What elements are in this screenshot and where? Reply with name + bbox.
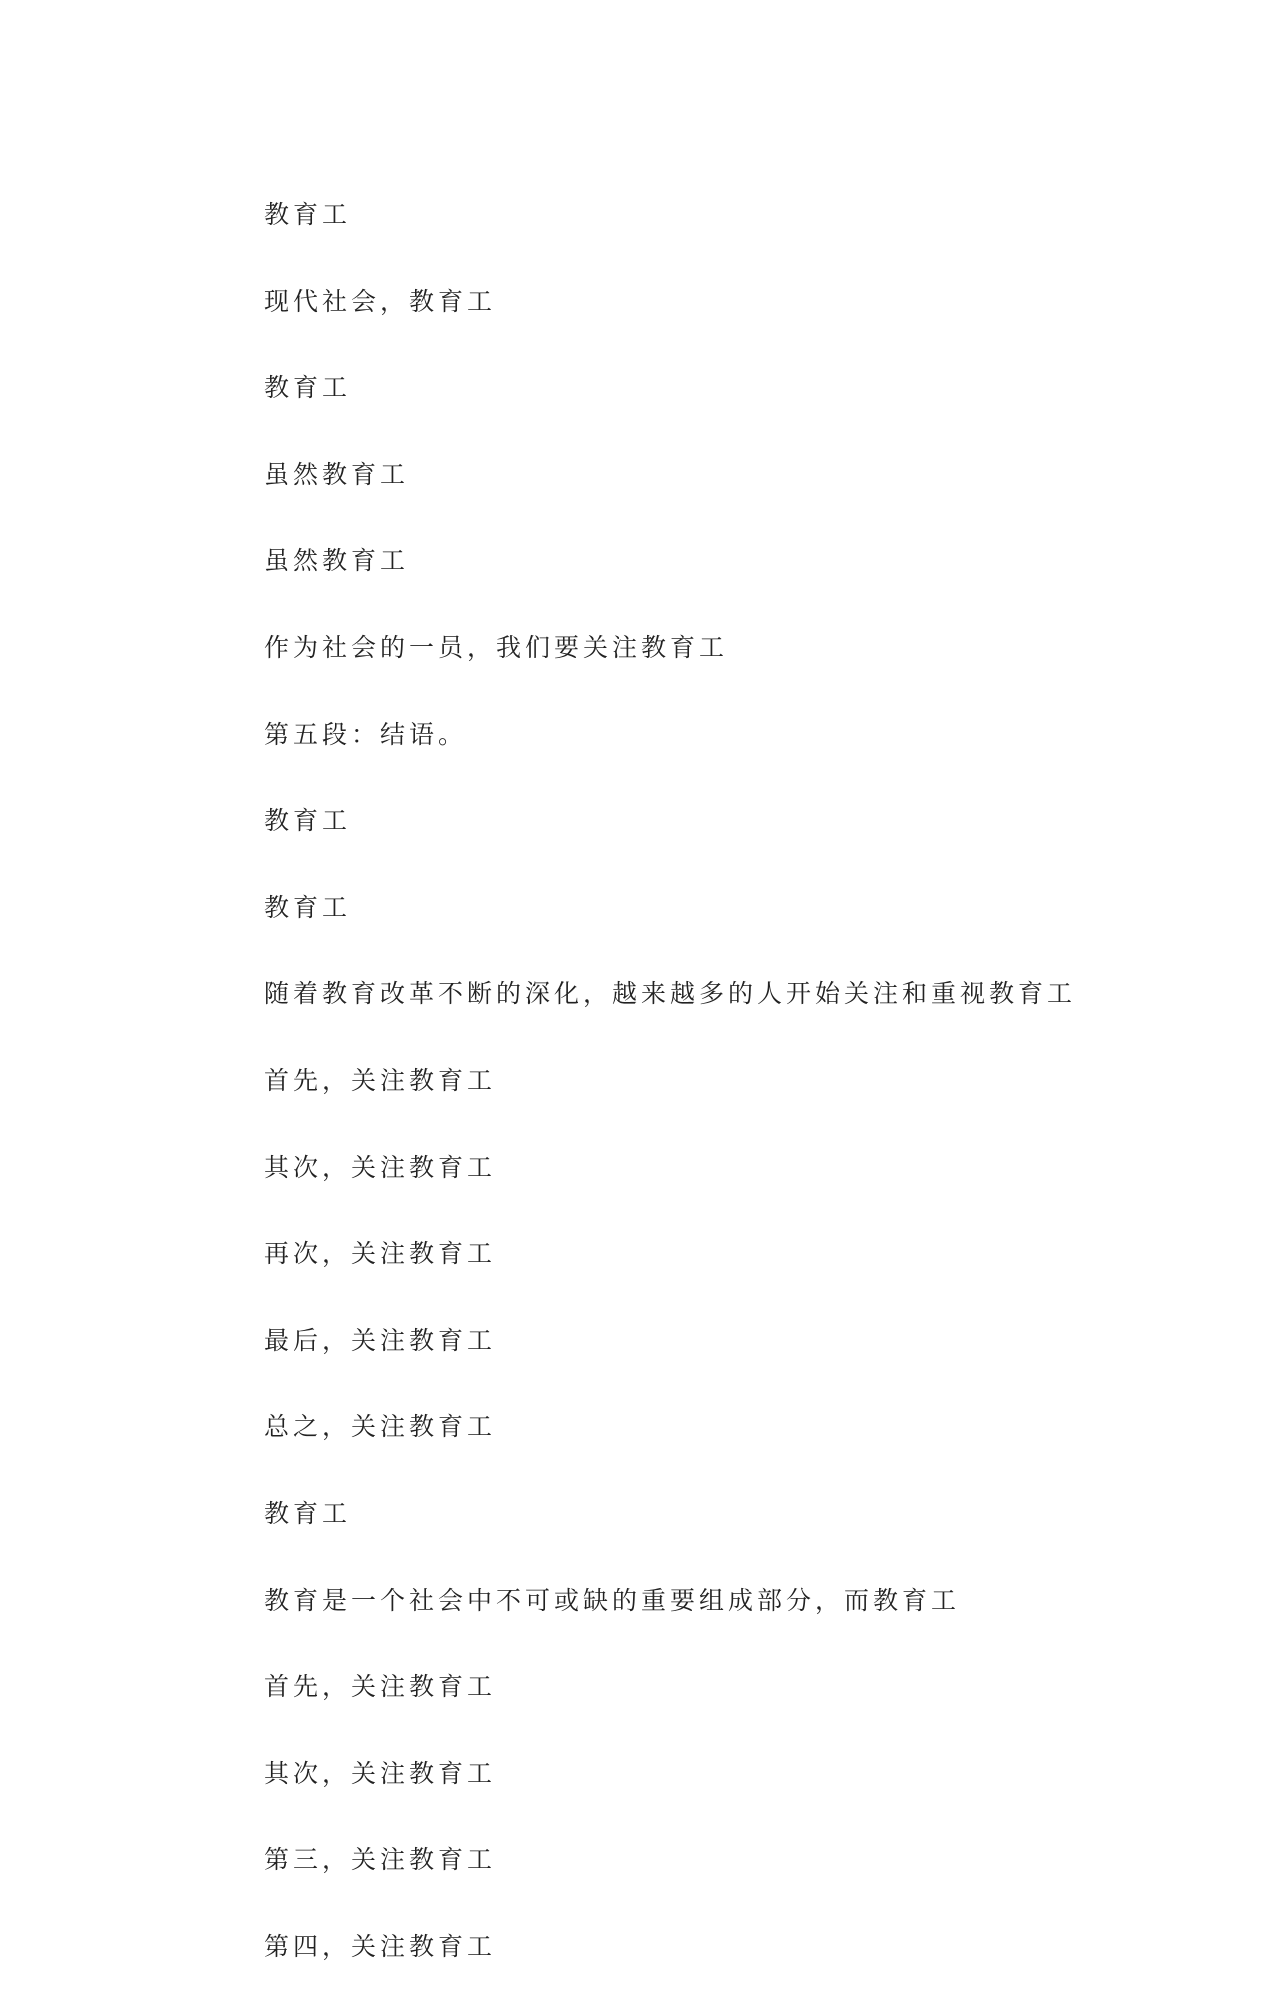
paragraph-line: 最后，关注教育工 (264, 1325, 497, 1355)
paragraph-line: 教育工 (264, 373, 352, 403)
paragraph-line: 其次，关注教育工 (264, 1152, 497, 1182)
paragraph-line: 首先，关注教育工 (264, 1672, 497, 1702)
paragraph-line: 随着教育改革不断的深化，越来越多的人开始关注和重视教育工 (264, 979, 1077, 1009)
paragraph-line: 再次，关注教育工 (264, 1239, 497, 1269)
paragraph-line: 教育是一个社会中不可或缺的重要组成部分，而教育工 (264, 1585, 961, 1615)
document-body (264, 168, 1144, 2011)
paragraph-line: 现代社会，教育工 (264, 286, 497, 316)
paragraph-line: 第三，关注教育工 (264, 1845, 497, 1875)
section-heading: 第五段：结语。 (264, 719, 468, 749)
paragraph-line: 虽然教育工 (264, 546, 410, 576)
paragraph-line: 教育工 (264, 1498, 352, 1528)
paragraph-line: 虽然教育工 (264, 459, 410, 489)
paragraph-line: 作为社会的一员，我们要关注教育工 (264, 632, 729, 662)
paragraph-line: 首先，关注教育工 (264, 1065, 497, 1095)
paragraph-line: 总之，关注教育工 (264, 1412, 497, 1442)
paragraph-line: 其次，关注教育工 (264, 1758, 497, 1788)
paragraph-line: 第四，关注教育工 (264, 1931, 497, 1961)
paragraph-line: 教育工 (264, 806, 352, 836)
paragraph-line: 教育工 (264, 892, 352, 922)
paragraph-line: 教育工 (264, 200, 352, 229)
